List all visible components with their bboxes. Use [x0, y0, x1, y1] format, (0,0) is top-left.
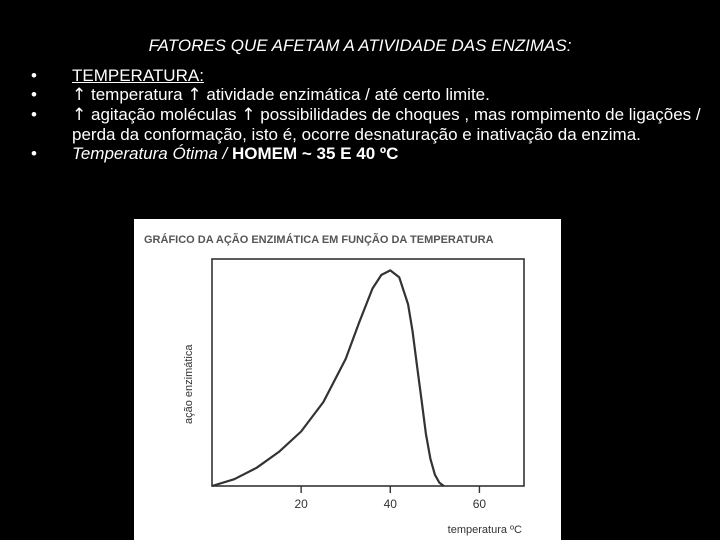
bullet-3-part-1: agitação moléculas: [90, 105, 237, 124]
y-axis-label: ação enzimática: [183, 344, 195, 424]
bullet-agitacao-moleculas: [24, 105, 704, 144]
bullet-temperatura-heading: [24, 66, 704, 85]
temperatura-otima-label: Temperatura Ótima /: [72, 144, 228, 163]
up-arrow-icon: ↑: [187, 85, 202, 105]
bullet-list: [24, 66, 704, 163]
slide-title-text: FATORES QUE AFETAM A ATIVIDADE DAS ENZIMAS: [148, 36, 567, 55]
temperatura-otima-value: HOMEM ~ 35 E 40 ºC: [232, 144, 399, 163]
bullet-temperatura-otima: [24, 144, 704, 163]
slide-title: [0, 36, 720, 56]
chart-panel: [134, 219, 561, 540]
temperatura-heading: TEMPERATURA:: [72, 66, 204, 85]
plot-frame: [212, 259, 524, 486]
x-tick-label: 20: [294, 497, 308, 511]
slide-title-colon: :: [566, 36, 572, 55]
enzyme-activity-chart: [134, 219, 561, 540]
bullet-2-part-2: atividade enzimática / até certo limite.: [206, 85, 490, 104]
x-axis-label: temperatura ºC: [447, 524, 522, 536]
bullet-dot: •: [31, 144, 37, 163]
bullet-dot: •: [31, 105, 37, 124]
bullet-3-part-2: possibilidades de choques , mas rompimento de ligações / perda da conformação, isto é, ocorre desnaturação e inativação da enzima.: [72, 105, 701, 144]
bullet-dot: •: [31, 85, 37, 104]
up-arrow-icon: ↑: [72, 105, 87, 125]
bullet-2-part-1: temperatura: [90, 85, 183, 104]
up-arrow-icon: ↑: [241, 105, 256, 125]
x-tick-label: 60: [472, 497, 487, 511]
bullet-temperatura-atividade: [24, 85, 704, 105]
chart-title: GRÁFICO DA AÇÃO ENZIMÁTICA EM FUNÇÃO DA TEMPERATURA: [144, 234, 494, 246]
bullet-dot: •: [31, 66, 37, 85]
x-tick-label: 40: [383, 497, 397, 511]
activity-curve: [212, 270, 444, 486]
up-arrow-icon: ↑: [72, 85, 87, 105]
